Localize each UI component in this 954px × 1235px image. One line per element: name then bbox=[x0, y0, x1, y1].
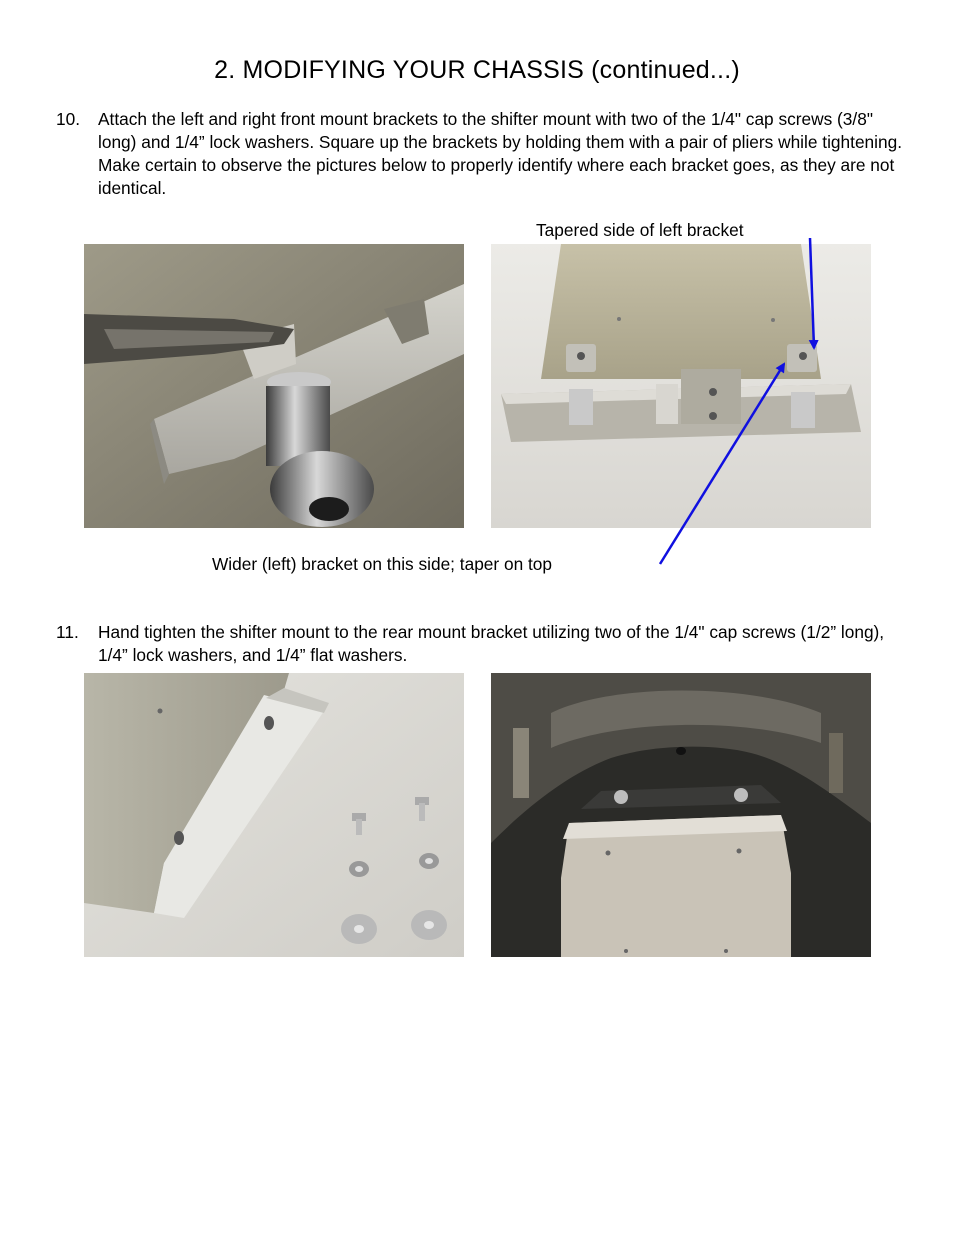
caption-tapered-side: Tapered side of left bracket bbox=[536, 220, 744, 240]
photo-rear-bracket-hardware bbox=[84, 673, 464, 957]
arrow-to-wider-bracket bbox=[660, 364, 784, 564]
step-number: 10. bbox=[56, 109, 81, 129]
page-title: 2. MODIFYING YOUR CHASSIS (continued...) bbox=[214, 56, 740, 84]
step-number: 11. bbox=[56, 622, 79, 642]
step-text: Attach the left and right front mount brackets to the shifter mount with two of the 1/4" cap screws (3/8" long) and 1/4” lock washers. Square up the brackets by holding them with a pair of pliers while tightening. Make certain to observe the pictures below to properly identify where each bracket goes, as they are not identical. bbox=[98, 109, 903, 198]
arrow-to-tapered-side bbox=[810, 238, 814, 348]
caption-wider-bracket: Wider (left) bracket on this side; taper on top bbox=[212, 554, 553, 574]
step-text: Hand tighten the shifter mount to the rear mount bracket utilizing two of the 1/4" cap screws (1/2” long), 1/4” lock washers, and 1/4” flat washers. bbox=[98, 622, 885, 665]
photo-installed-shifter-mount bbox=[491, 673, 871, 957]
